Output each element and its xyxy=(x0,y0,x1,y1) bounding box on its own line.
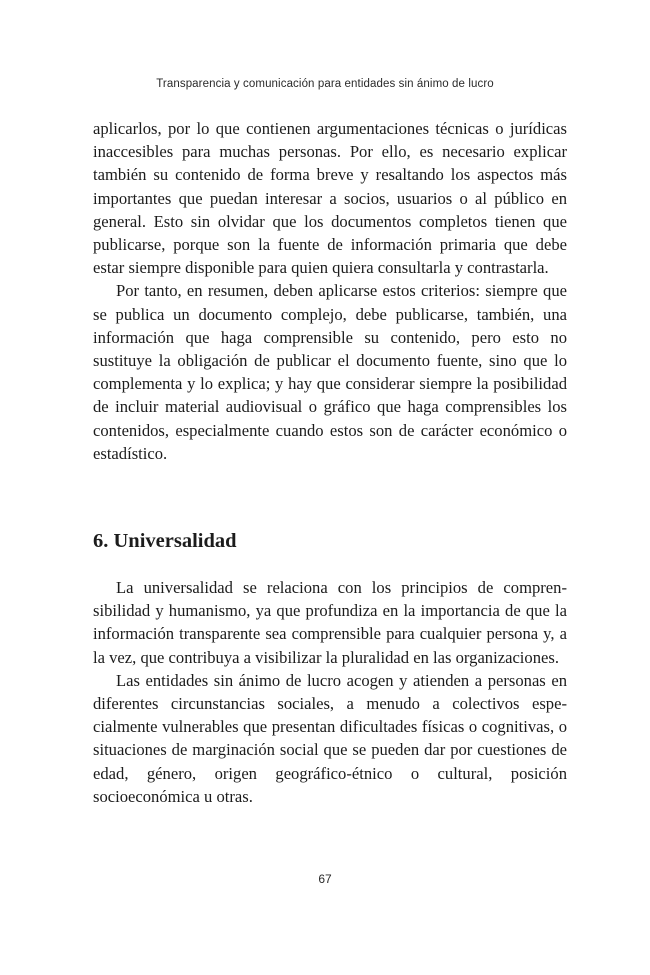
section-paragraph-2: Las entidades sin ánimo de lucro acogen y atienden a personas en diferentes circunstancias sociales, a menudo a colectivos especialmente vulnerables que presentan dificultades físicas o cognitivas, o situaciones de marginación social que se pueden dar por cuestiones de edad, género, origen geográfico-étnico o cultural, posición socioeconómica u otras. xyxy=(93,670,567,806)
section-paragraph-1: La universalidad se relaciona con los principios de comprensibilidad y humanismo, ya que profundiza en la importancia de que la información transparente sea comprensible para cualquier persona y, a la vez, que contribuya a visibilizar la pluralidad en las organizaciones. xyxy=(93,578,567,667)
section-heading: 6. Universalidad xyxy=(93,530,237,552)
body-paragraph-summary: Por tanto, en resumen, deben aplicarse estos criterios: siempre que se publica un documento complejo, debe publicarse, también, una información que haga comprensible su contenido, pero esto no sustituye la obligación de publicar el documento fuente, sino que lo complementa y lo explica; y hay que considerar siempre la posibilidad de incluir material audiovisual o gráfico que haga comprensibles los contenidos, especialmente cuando estos son de carácter económico o estadístico. xyxy=(93,281,567,463)
body-text-top xyxy=(93,117,567,465)
running-header: Transparencia y comunicación para entidades sin ánimo de lucro xyxy=(156,78,494,90)
page-number: 67 xyxy=(318,872,332,886)
section-body-text xyxy=(93,576,567,808)
body-paragraph-continued: aplicarlos, por lo que contienen argumentaciones técnicas o jurídicas inaccesibles para muchas personas. Por ello, es necesario explicar también su contenido de forma breve y resaltando los aspectos más importantes que puedan interesar a socios, usuarios o al público en general. Esto sin olvidar que los documentos completos tienen que publicarse, porque son la fuente de información primaria que debe estar siempre disponible para quien quiera consultarla y contrastarla. xyxy=(93,119,567,278)
